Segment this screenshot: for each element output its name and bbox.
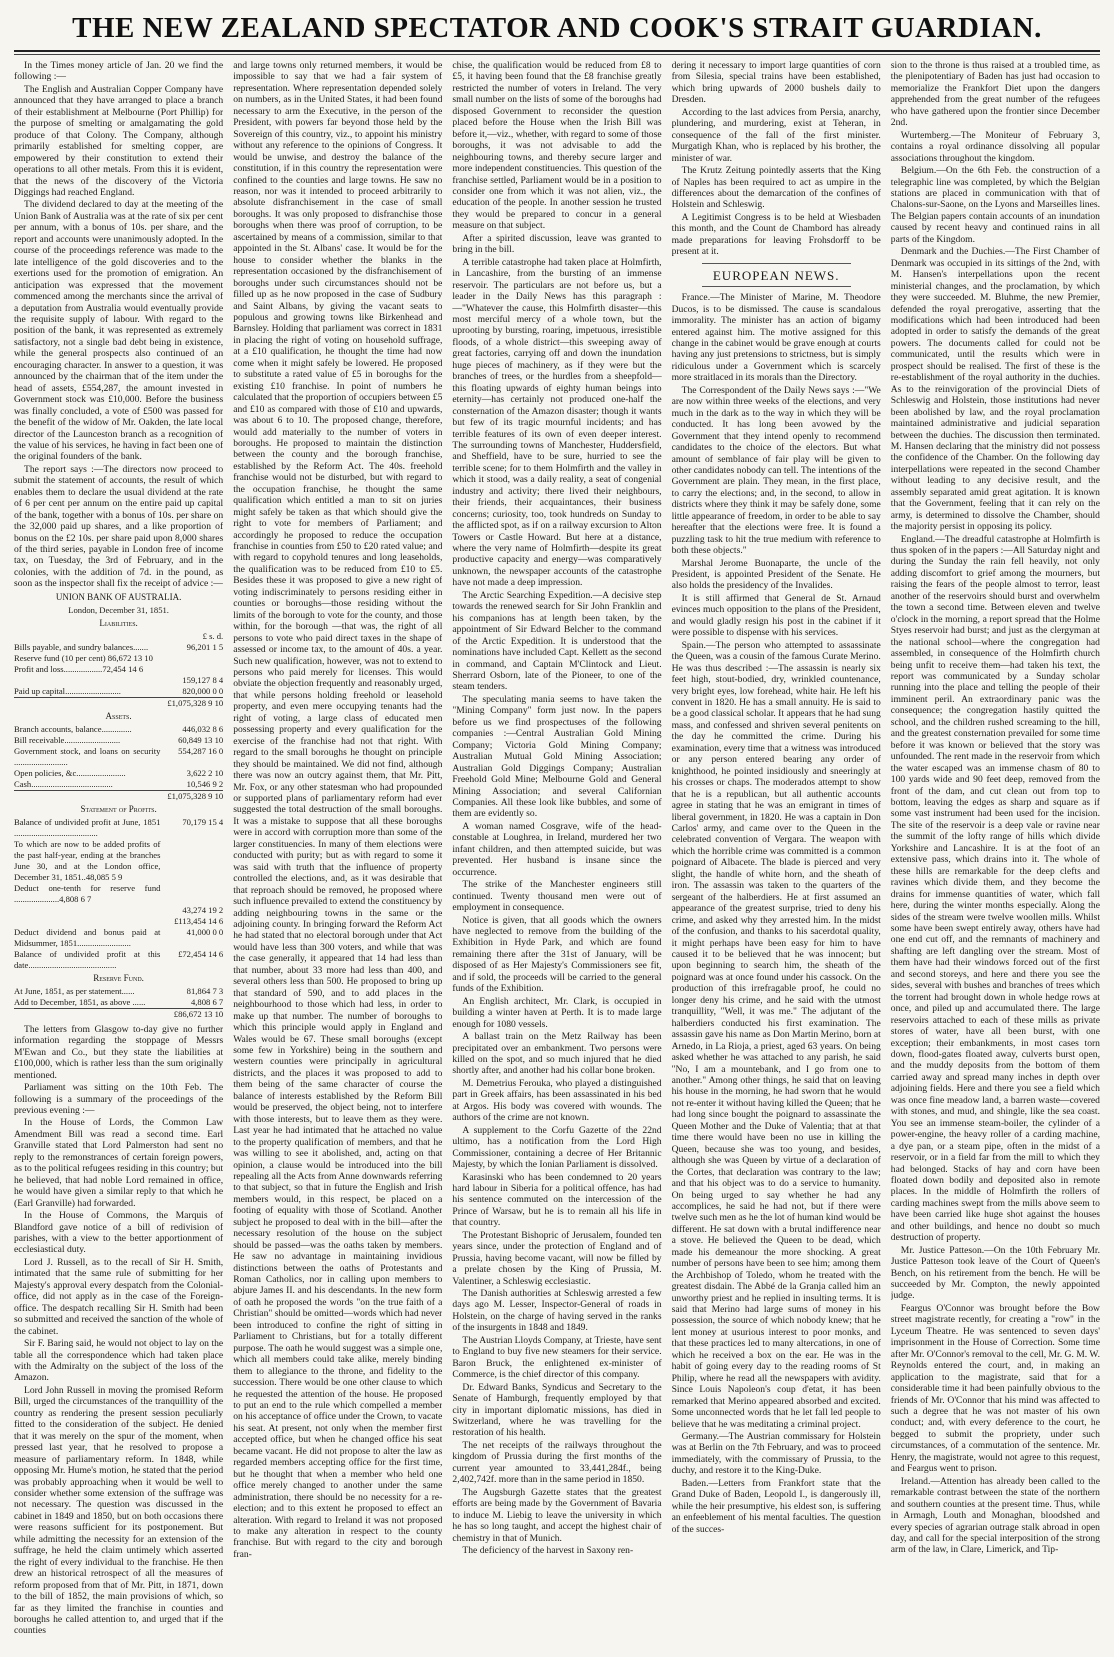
paragraph: In the House of Lords, the Common Law Amendment Bill was read a second time. Earl Granville stated that Lord Palmerston had sent no reply to the remonstrances of certain foreign powers, as to the political refugees residing in this country; but he believed, that had noble Lord remained in office, he would have given a similar reply to that which he (Earl Granville) had forwarded. (14, 1117, 224, 1209)
row-amount: 60,849 13 10 (178, 734, 224, 745)
row-amount: 10,546 9 2 (186, 778, 224, 789)
row-amount: 4,808 6 7 (190, 996, 224, 1007)
profits-table (14, 817, 223, 971)
paragraph: The English and Australian Copper Company have announced that they have arranged to place a branch of their establishment at Melbourne (Port Phillip) for the purpose of smelting or amalgamating the gold produce of that Colony. The Company, although primarily established for smelting copper, are empowered by their constitution to extend their operations to all other metals. From this it is evident, that the news of the discovery of the Victoria Diggings had reached England. (14, 83, 224, 198)
row-label (14, 675, 160, 686)
section-heading: EUROPEAN NEWS. (712, 267, 840, 283)
paragraph: sion to the throne is thus raised at a troubled time, as the plenipotentiary of Baden has just had occasion to memorialize the Frankfort Diet upon the dangers apprehended from the great number of the refugees who have gathered upon the frontier since December 2nd. (890, 60, 1100, 129)
row-label: Deduct dividend and bonus paid at Midsummer, 1851......................... (14, 926, 161, 948)
paragraph: Dr. Edward Banks, Syndicus and Secretary to the Senate of Hamburgh, frequently employed by that city in important diplomatic missions, has died in Switzerland, where he was travelling for the restoration of his health. (452, 1381, 662, 1439)
paragraph: In the Times money article of Jan. 20 we find the following :— (14, 60, 224, 83)
table-row (14, 949, 223, 971)
paragraph: Baden.—Letters from Frankfort state that the Grand Duke of Baden, Leopold I., is dangerously ill, while the heir presumptive, his eldest son, is suffering an enfeeblement of his mental faculties. The question of the succes- (671, 1477, 881, 1535)
table-row (14, 664, 223, 675)
paragraph: The Arctic Searching Expedition.—A decisive step towards the renewed search for Sir John Franklin and his companions has at length been taken, by the appointment of Sir Edward Belcher to the command of the Arctic Expedition. It is understood that the nominations have included Capt. Kellett as the second in command, and Captain M'Clintock and Lieut. Sherrard Osborn, late of the Pioneer, to one of the steam tenders. (452, 589, 662, 693)
paragraph: It is still affirmed that General de St. Arnaud evinces much opposition to the plans of the President, and would gladly resign his post in the cabinet if it were possible to dispense with his services. (671, 592, 881, 639)
table-total-row (14, 697, 223, 709)
row-amount: 96,201 1 5 (186, 641, 224, 652)
column-3 (452, 60, 661, 1650)
row-label (14, 905, 160, 916)
liabilities-heading: Liabilities. (99, 617, 138, 628)
paragraph: Belgium.—On the 6th Feb. the construction of a telegraphic line was completed, by which the Belgian stations are placed in communication with that of Chalons-sur-Saone, on the Lyons and Marseilles lines. The Belgian papers contain accounts of an inundation caused by recent heavy and continued rains in all parts of the Kingdom. (890, 165, 1100, 245)
paragraph: England.—The dreadful catastrophe at Holmfirth is thus spoken of in the papers :—All Saturday night and during the Sunday the rain fell heavily, not only adding discomfort to grief among the mourners, but raising the fears of the people almost to terror, least another of the reservoirs should burst and overwhelm the town a second time. Between eleven and twelve o'clock in the morning, a report spread that the Holme Styes reservoir had burst; and just as the clergyman at the national school—where the congregation had assembled, in consequence of the Holmfirth church being unfit to receive them—had taken his text, the report was communicated by a Sunday scholar running into the place and telling the people of their imminent peril. An extraordinary panic was the consequence; the congregation hastily quitted the school, and the children rushed screaming to the hill, and the greatest consternation prevailed for some time before it was known or believed that the story was unfounded. The rent made in the reservoir from which the water escaped was an immense chasm of 80 to 100 yards wide and 90 feet deep, removed from the front of the dam, and cut clean out from top to bottom, leaving the edges as sharp and square as if some vast instrument had been used for the incision. The site of the reservoir is a deep vale or ravine near the summit of the lofty range of hills which divide Yorkshire and Lancashire. It is at the foot of an extensive pass, which drains into it. The whole of these hills are remarkable for the deep clefts and ravines which divide them, and they become the drains for immense quantities of water, which fall here, during the winter months especially. Along the sides of the stream were twelve woollen mills. Whilst some have been swept entirely away, others have had one end cut off, and the remnants of machinery and shafting are left dangling over the stream. Most of them have had their windows forced out of the first and second storeys, and here and there you see the sides, several with bushes and branches of trees which the torrent had brought down in whole hedge rows at once, and piled up and accumulated there. The large reservoirs attached to each of these mills as private stores of water, have all been burst, with one exception; their embankments, in most cases torn down, flood-gates floated away, culverts burst open, and the muddy deposits from the bottom of them carried away and spread many inches in depth over adjoining fields. Here and there you see a field which was once fine meadow land, a barren waste—covered with stones, and mud, and shingle, like the sea coast. You see an immense steam-boiler, the cylinder of a power-engine, the heavy roller of a carding machine, a dye pan, or a steam pipe, often in the midst of a reservoir, or in a field far from the mill to which they had belonged. Stacks of hay and corn have been floated down bodily and deposited also in remote places. In the middle of Holmfirth the rollers of carding machines swept from the mills above seem to have been carried like huge shot against the houses and other buildings, and hence no doubt so much destruction of property. (890, 533, 1100, 1244)
paragraph: The deficiency of the harvest in Saxony ren- (462, 1545, 634, 1556)
table-row (14, 768, 223, 779)
column-2 (233, 60, 442, 1650)
paragraph: The letters from Glasgow to-day give no further information regarding the stoppage of Messrs M'Ewan and Co., but they state the liabilities at £100,000, which is rather less than the sum originally mentioned. (14, 1023, 224, 1081)
row-label: Add to December, 1851, as above ...... (14, 996, 146, 1007)
reserve-heading: Reserve Fund. (93, 972, 144, 983)
table-row (14, 997, 223, 1009)
row-label: Reserve fund (10 per cent) 86,672 13 10 (14, 652, 153, 663)
paragraph: Wurtemberg.—The Moniteur of February 3, contains a royal ordinance dissolving all popular associations throughout the kingdom. (890, 129, 1100, 164)
paragraph: The Augsburgh Gazette states that the greatest efforts are being made by the Government of Bavaria to induce M. Liebig to leave the university in which he has so long taught, and accept the highest chair of chemistry in that of Munich. (452, 1486, 662, 1544)
section-divider (702, 263, 851, 264)
row-label: Deduct one-tenth for reserve fund .....................4,808 6 7 (14, 882, 161, 904)
paragraph: Parliament was sitting on the 10th Feb. The following is a summary of the proceedings of the previous evening :— (14, 1082, 224, 1117)
paragraph: According to the last advices from Persia, anarchy, plundering, and murdering, exist at Teheran, in consequence of the fall of the first minister. Murgatigh Khan, who is replaced by his brother, the minister of war. (671, 106, 881, 164)
row-amount (160, 664, 223, 675)
paragraph: The speculating mania seems to have taken the "Mining Company" form just now. In the papers before us we find prospectuses of the following companies :—Central Australian Gold Mining Company; Victoria Gold Mining Company; Australian Mutual Gold Mining Association; Australian Gold Diggings Company; Australian Freehold Gold Mine; Melbourne Gold and General Mining Association; and several Californian Companies. All these look like bubbles, and some of them are evidently so. (452, 693, 662, 820)
paragraph: Lord John Russell in moving the promised Reform Bill, urged the circumstances of the tranquillity of the country as rendering the present session peculiarly fitted to the consideration of the subject. He denied that it was merely on the spur of the moment, when pressed last year, that he resolved to propose a measure of parliamentary reform. In 1848, while opposing Mr. Hume's motion, he stated that the period was probably approaching when it would be well to consider whether some extension of the suffrage was not necessary. The question was discussed in the cabinet in 1849 and 1850, but on both occasions there were reasons sufficient for its postponement. But while admitting the necessity for an extension of the suffrage, he held the claim untimely which asserted the right of every individual to the franchise. He then drew an historical retrospect of all the measures of reform proposed from that of Mr. Pitt, in 1871, down to the bill of 1852, the main provisions of which, so far as they limited the franchise in counties and boroughs he called attention to, and urged that if the counties (14, 1384, 224, 1637)
paragraph: chise, the qualification would be reduced from £8 to £5, it having been found that the £8 franchise greatly restricted the number of voters in Ireland. The very small number on the lists of some of the boroughs had disposed Government to reconsider the question placed before the House when the Irish Bill was before it,—viz., whether, with regard to some of those boroughs, it was not advisable to add the neighbouring towns, and thereby secure larger and more independent constituencies. This question of the franchise settled, Parliament would be in a position to consider one from which it was not alien, viz., the education of the people. In another session he trusted they would be prepared to concur in a general measure on that subject. (452, 60, 662, 232)
table-row (14, 817, 223, 839)
row-amount: 41,000 0 0 (186, 926, 224, 937)
paragraph: Sir F. Baring said, he would not object to lay on the table all the correspondence which had taken place with the Admiralty on the subject of the loss of the Amazon. (14, 1338, 224, 1384)
paragraph: The Protestant Bishopric of Jerusalem, founded ten years since, under the protection of England and of Prussia, having become vacant, will now be filled by a prelate chosen by the King of Prussia, M. Valentiner, a Schleswig ecclesiastic. (452, 1229, 662, 1287)
masthead-rule-thin (14, 54, 1100, 55)
paragraph: Ireland.—Attention has already been called to the remarkable contrast between the state of the northern and southern counties at the present time. Thus, while in Armagh, Louth and Monaghan, bloodshed and every species of agrarian outrage stalk abroad in open day, and call for the special interposition of the strong arm of the law, in Clare, Limerick, and Tip- (890, 1475, 1100, 1556)
column-1 (14, 60, 223, 1650)
paragraph: An English architect, Mr. Clark, is occupied in building a winter haven at Perth. It is to made large enough for 1080 vessels. (452, 995, 662, 1030)
newspaper-title: THE NEW ZEALAND SPECTATOR AND COOK'S STRAIT GUARDIAN. (72, 12, 1042, 44)
reserve-table (14, 986, 223, 1020)
row-amount: 554,287 16 0 (178, 745, 224, 756)
table-row (14, 735, 223, 746)
paragraph: A ballast train on the Metz Railway has been precipitated over an embankment. Two persons were killed on the spot, and so much injured that he died shortly after, and another had his collar bone broken. (452, 1031, 662, 1077)
row-amount: 159,127 8 4 (182, 674, 224, 685)
paragraph: Denmark and the Duchies.—The First Chamber of Denmark was occupied in its sittings of the 2nd, with M. Hansen's interpellations upon the recent ministerial changes, and the proclamation, by which they were succeeded. M. Bluhme, the new Premier, defended the royal prerogative, asserting that the modifications which had been introduced had been adopted in order to satisfy the demands of the great powers. The documents called for could not be communicated, until the results which were in prospect should be realised. The first of these is the re-establishment of the royal authority in the duchies. As to the reinvigoration of the provincial Diets of Schleswig and Holstein, those institutions had never been abolished by law, and the royal proclamation maintained administrative and judicial separation between the duchies. The discussion then terminated. M. Hansen declaring that the ministry did not possess the confidence of the Chamber. On the following day interpellations were repeated in the second Chamber without leading to any decisive result, and the assembly separated amid great agitation. It is known that the Government, feeling that it can rely on the army, is determined to dissolve the Chamber, should the majority persist in opposing its policy. (890, 246, 1100, 533)
table-total-row (14, 790, 223, 802)
paragraph: Mr. Justice Patteson.—On the 10th February Mr. Justice Patteson took leave of the Court of Queen's Bench, on his retirement from the bench. He will be succeeded by Mr. Compton, the newly appointed judge. (890, 1244, 1100, 1302)
table-row (14, 927, 223, 949)
statement-title: UNION BANK OF AUSTRALIA. (55, 591, 182, 602)
paragraph: In the House of Commons, the Marquis of Blandford gave notice of a bill of redivision of parishes, with a view to the better apportionment of ecclesiastical duty. (14, 1210, 224, 1256)
paragraph: Lord J. Russell, as to the recall of Sir H. Smith, intimated that the same rule of submitting for her Majesty's approval every despatch from the Colonial-office, did not apply as in the case of the Foreign-office. The despatch recalling Sir H. Smith had been so submitted and received the sanction of the whole of the cabinet. (14, 1256, 224, 1337)
row-amount: £1,075,328 9 10 (160, 790, 223, 802)
table-row (14, 724, 223, 735)
column-5 (891, 60, 1100, 1650)
paragraph: The Austrian Lloyds Company, at Trieste, have sent to England to buy five new steamers for their service. Baron Bruck, the enlightened ex-minister of Commerce, is the chief director of this company. (452, 1334, 662, 1381)
row-amount: £72,454 14 6 (178, 948, 224, 959)
masthead-rule (14, 50, 1100, 52)
table-row (14, 642, 223, 653)
column-4 (672, 60, 881, 1650)
row-label: Cash...................................... (14, 778, 113, 789)
row-label: Bill receivable.......................... (14, 734, 121, 745)
paragraph: After a spirited discussion, leave was granted to bring in the bill. (452, 232, 662, 256)
paragraph: dering it necessary to import large quantities of corn from Silesia, special trains have been established, which bring upwards of 2000 bushels daily to Dresden. (671, 60, 881, 106)
table-row (14, 746, 223, 768)
profits-heading: Statement of Profits. (80, 803, 157, 814)
table-row (14, 653, 223, 664)
assets-heading: Assets. (105, 710, 132, 721)
row-label: Branch accounts, balance.............. (14, 723, 132, 734)
row-amount (160, 839, 223, 883)
paragraph: M. Demetrius Ferouka, who played a distinguished part in Greek affairs, has been assassinated in his bed at Argos. His body was covered with wounds. The authors of the crime are not known. (452, 1077, 662, 1124)
paragraph: A Legitimist Congress is to be held at Wiesbaden this month, and the Count de Chambord has already made preparations for leaving Frohsdorff to be present at it. (671, 211, 881, 258)
paragraph: Spain.—The person who attempted to assassinate the Queen, was a cousin of the famous Curate Merino. He was thus described :—The assassin is nearly six feet high, stout-bodied, dry, wrinkled countenance, very bright eyes, low forehead, white hair. He left his convent in 1820. He has a small annuity. He is said to be a good classical scholar. It appears that he had sung mass, and confessed and shriven several penitents on the day he committed the crime. During his examination, every time that a witness was introduced or any person entered bearing any order of knighthood, he pointed insidiously and sneeringly at his crosses or chaps. The moderados attempt to show that he is a republican, but all authentic accounts agree in stating that he was an emigrant in times of liberal government, in 1820. He was a captain in Don Carlos' army, and came over to the Queen in the celebrated convention of Vergara. The weapon with which the horrible crime was committed is a common poignard of Albacete. The blade is pierced and very slight, the handle of white horn, and the sheath of iron. The assassin was taken to the quarters of the sergeant of the halberdiers. He at first assumed an appearance of the greatest surprise, tried to deny his crime, and asked why they arrested him. In the midst of the confusion, and thanks to his sacerdotal quality, it might perhaps have been easy for him to have caused it to be believed that he was innocent; but upon beginning to search him, the sheath of the poignard was at once found under his cassock. On the production of this irrefragable proof, he could no longer deny his crime, and he said with the utmost tranquillity, "Well, it was me." The adjutant of the halberdiers conducted his first examination. The assassin gave his name as Don Martin Merino, born at Arnedo, in La Rioja, a priest, aged 63 years. On being asked whether he was attached to any parish, he said "No, I am a mountebank, and I go from one to another." Among other things, he said that on leaving his house in the morning, he had sworn that he would not re-enter it without having killed the Queen; that he had long since bought the poignard to assassinate the Queen Mother and the Duke of Valentia; that at that time there would have been no use in killing the Queen, because she was too young, and besides, although she was Queen by virtue of a declaration of the Cortes, that declaration was contrary to the law; and that his object was to do a service to humanity. On being urged to say whether he had any accomplices, he said he had not, but if there were twelve such men as he the lot of human kind would be different. He sat down with a brutal indifference near a stove. He believed the Queen to be dead, which made his demeanour the more shocking. A great number of persons have been to see him; among them the Archbishop of Toledo, whom he treated with the greatest disdain. The Abbé de la Granja called him an unworthy priest and he replied in insulting terms. It is said that Merino had large sums of money in his possession, the source of which nobody knew; that he lent money at usurious interest to poor monks, and that these practices led to many altercations, in one of which he received a box on the ear. He was in the habit of going every day to the reading rooms of St Philip, where he read all the newspapers with avidity. Since Louis Napoleon's coup d'etat, it has been remarked that Merino appeared absorbed and excited. Some unconnected words that he let fall led people to believe that he was meditating a criminal project. (671, 639, 881, 1430)
paragraph: A woman named Cosgrave, wife of the head-constable at Loughrea, in Ireland, murdered her two infant children, and then attempted suicide, but was prevented. Her husband is insane since the occurrence. (452, 820, 662, 878)
masthead (0, 8, 1114, 54)
paragraph: The Krutz Zeitung pointedly asserts that the King of Naples has been required to act as umpire in the differences about the demarcation of the confines of Holstein and Schleswig. (671, 165, 881, 211)
paragraph: A terrible catastrophe had taken place at Holmfirth, in Lancashire, from the bursting of an immense reservoir. The particulars are not before us, but a leader in the Daily News has this paragraph :—"Whatever the cause, this Holmfirth disaster—this most merciful mercy of a whole town, but the uprooting by bursting, roaring, impetuous, irresistible floods, of a whole district—this sweeping away of great factories, carrying off and down the inundation huge pieces of machinery, as if they were but the branches of trees, or the hurdles from a sheepfold—this floating upwards of eighty human beings into eternity—has certainly not produced one-half the consternation of the Amazon disaster; though it wants but few of its tragic mournful incidents; and has terrible features of its own of even deeper interest. The surrounding towns of Manchester, Huddersfield, and Sheffield, have to be sure, hurried to see the terrible scene; for to them Holmfirth and the valley in which it stood, was a daily reality, a seat of congenial industry and activity; there lived their neighbours, their friends, their acquaintances, their business concerns; curiosity, too, took hundreds on Sunday to the afflicted spot, as if on a railway excursion to Alton Towers or Castle Howard. But here at a distance, where the very name of Holmfirth—despite its great productive capacity and energy—was comparatively unknown, the newspaper accounts of the catastrophe have not made a deep impression. (452, 256, 662, 589)
paragraph: The dividend declared to day at the meeting of the Union Bank of Australia was at the rate of six per cent per annum, with a bonus of 10s. per share, and the report and accounts were unanimously adopted. In the course of the proceedings reference was made to the late intelligence of the gold discoveries and to the exertions used for the promotion of emigration. An anticipation was expressed that the movement commenced among the merchants since the arrival of a deputation from Australia would eventually provide the requisite supply of labour. With regard to the position of the bank, it was represented as extremely satisfactory, not a single bad debt being in existence, while the general prospects also continued of an encouraging character. In answer to a question, it was announced by the chairman that of the item under the head of assets, £554,287, the amount invested in Government stock was £10,000. Before the business was finally concluded, a vote of £500 was passed for the benefit of the widow of Mr. Oakden, the late local director of the Launceston branch as a recognition of the value of his services, he having in fact been one of the original founders of the bank. (14, 199, 224, 463)
row-label: Bills payable, and sundry balances....... (14, 641, 149, 652)
paragraph: Feargus O'Connor was brought before the Bow street magistrate recently, for creating a "row" in the Lyceum Theatre. He was sentenced to seven days' imprisonment in the House of Correction. Some time after Mr. O'Connor's removal to the cell, Mr. G. M. W. Reynolds entered the court, and, in making an application to the magistrate, said that for a considerable time it had been painfully obvious to the friends of Mr. O'Connor that his mind was affected to such a degree that he was not master of his own conduct; and, with every deference to the court, he begged to submit the propriety, under such circumstances, of a commutation of the sentence. Mr. Henry, the magistrate, would not agree to this request, and Feargus went to prison. (890, 1302, 1100, 1475)
article-columns (14, 60, 1100, 1650)
paragraph: The report says :—The directors now proceed to submit the statement of accounts, the result of which enables them to declare the usual dividend at the rate of 6 per cent per annum on the entire paid up capital of the bank, together with a bonus of 10s. per share on the 32,000 paid up shares, and a like proportion of bonus on the £2 10s. per share paid upon 8,000 shares of the third series, payable in London free of income tax, on Tuesday, the 3rd of February, and in the colonies, with the addition of 7d. in the pound, as soon as the inspector shall fix the receipt of advice :— (14, 463, 224, 590)
row-amount: 81,864 7 3 (186, 985, 224, 996)
table-row (14, 675, 223, 686)
row-label: To which are now to be added profits of the past half-year, ending at the branches June 30, and at the London office, December 31, 1851..48,085 5 9 (14, 838, 161, 882)
table-row (14, 905, 223, 916)
row-amount (160, 883, 223, 905)
row-label: At June, 1851, as per statement...... (14, 985, 135, 996)
paragraph: and large towns only returned members, it would be impossible to say that we had a fair system of representation. Where representation depended solely on numbers, as in the United States, it had been found necessary to arm the Executive, in the person of the President, with powers far beyond those held by the Sovereign of this country, viz., to appoint his ministry without any reference to the opinions of Congress. It would be unwise, and destroy the balance of the constitution, if in this country the representation were confined to the counties and large towns. He saw no reason, nor was it intended to proceed arbitrarily to absolute disfranchisement in the case of small boroughs. It was only proposed to disfranchise those boroughs when there was proof of corruption, to be ascertained by means of a commission, similar to that appointed in the St. Albans' case. It would be for the house to consider whether the blanks in the representation occasioned by the disfranchisement of boroughs under such circumstances should not be filled up as he now proposed in the case of Sudbury and Saint Albans, by giving the vacant seats to populous and growing towns like Birkenhead and Barnsley. Holding that parliament was correct in 1831 in placing the right of voting on household suffrage, at a £10 qualification, he thought the time had now come when it might safely be lowered. He proposed to substitute a rated value of £5 in boroughs for the existing £10 franchise. In point of numbers he calculated that the proportion of occupiers between £5 and £10 as compared with those of £10 and upwards, was about 6 to 10. The proposed change, therefore, would add materially to the number of voters in boroughs. He proposed to maintain the distinction between the county and the borough franchise, established by the Reform Act. The 40s. freehold franchise would not be disturbed, but with regard to the occupation franchise, he thought the same qualification which entitled a man to sit on juries might safely be taken as that which should give the right to vote for members of Parliament; and accordingly he proposed to reduce the occupation franchise in counties from £50 to £20 rated value; and with regard to copyhold tenures and long leaseholds, the qualification was to be reduced from £10 to £5. Besides these it was proposed to give a new right of voting indiscriminately to persons residing either in counties or boroughs—those residing without the limits of the borough to vote for the county, and those within, for the borough —that was, the right of all persons to vote who paid direct taxes in the shape of assessed or income tax, to the amount of 40s. a year. Such new qualification, however, was not to extend to persons who paid merely for licenses. This would obviate the objection frequently and reasonably urged, that while persons holding freehold or leasehold property, and even mere occupying tenants had the right of voting, a large class of educated men possessing property and every qualification for the exercise of the franchise had not that right. With regard to the small boroughs he thought on principle they should be maintained. We did not find, although there was now an outcry against them, that Mr. Pitt, Mr. Fox, or any other statesman who had propounded or supported plans of parliamentary reform had ever suggested the total destruction of the small boroughs. It was a mistake to suppose that all these boroughs were in accord with corruption more than some of the larger constituencies. In many of them elections were conducted with purity; but as with regard to some it was said with truth that the influence of property controlled the elections, and, as it was desirable that that reproach should be removed, he proposed where such influence prevailed to extend the constituency by adding neighbouring towns in the same or the adjoining county. In bringing forward the Reform Act he had stated that no electoral borough under that Act would have less than 300 voters, and while that was the case generally, it appeared that 14 had less than that number, about 33 more had less than 400, and several others less than 500. He proposed to bring up that standard of 590, and to add places in the neighbourhood to those which had less, in order to make up that number. The number of boroughs to which this principle would apply in England and Wales would be 67. These small boroughs (except some few in Yorkshire) being in the southern and western counties were principally in agricultural districts, and the places it was proposed to add to them being of the same character of course the balance of interests established by the Reform Bill would be preserved, the object being, not to interfere with those interests, but to leave them as they were. Last year he had intimated that he attached no value to the property qualification of members, and that he was willing to see it abolished, and, acting on that opinion, a clause would be introduced into the bill repealing all the Acts from Anne downwards referring to that subject, so that in future the English and Irish members would, in this respect, be placed on a footing of equality with those of Scotland. Another subject he proposed to deal with in the bill—after the necessary resolution of the house on the subject should be passed—was the oaths taken by members. He saw no advantage in maintaining invidious distinctions between the oaths of Protestants and Roman Catholics, nor in calling upon members to abjure James II. and his descendants. In the new form of oath he proposed the words "on the true faith of a Christian" should be omitted—words which had never been introduced to confine the right of sitting in Parliament to Christians, but for a totally different purpose. The oath he would suggest was a simple one, which all members could take alike, merely binding them to allegiance to the throne, and fidelity to the succession. There would be one other clause to which he requested the attention of the house. He proposed to put an end to the rule which compelled a member on his acceptance of office under the Crown, to vacate his seat. At present, not only when the member first accepted office, but when he changed office his seat became vacant. He did not propose to alter the law as regarded members accepting office for the first time, but he thought that when a member who held one office merely changed to another under the same administration, there should be no necessity for a re-election; and to this extent he proposed to effect an alteration. With regard to Ireland it was not proposed to make any alteration in respect to the county franchise. But with regard to the city and borough fran- (233, 60, 443, 1560)
row-amount: 3,622 2 10 (186, 767, 224, 778)
table-row (14, 986, 223, 997)
table-total-row (14, 1008, 223, 1020)
assets-table (14, 724, 223, 802)
table-row (14, 686, 223, 698)
row-amount (160, 653, 223, 664)
paragraph: France.—The Minister of Marine, M. Theodore Ducos, is to be dismissed. The cause is scandalous immorality. The minister has an action of bigamy entered against him. The motive assigned for this change in the cabinet would be grave enough at courts having any just pretensions to strictness, but is simply ridiculous under a Government which is scarcely more straitlaced in its morals than the Directory. (671, 292, 881, 384)
row-label: Balance of undivided profit at June, 1851 ....................................... (14, 816, 161, 838)
liabilities-table (14, 642, 223, 709)
statement-date: London, December 31, 1851. (68, 604, 169, 615)
paragraph: A supplement to the Corfu Gazette of the 22nd ultimo, has a notification from the Lord High Commissioner, containing a decree of Her Britannic Majesty, by which the Ionian Parliament is dissolved. (452, 1124, 662, 1171)
row-amount: 70,179 15 4 (182, 816, 224, 827)
section-divider (702, 286, 851, 287)
row-label: Paid up capital.......................... (14, 685, 121, 696)
paragraph: Karasinski who has been condemned to 20 years hard labour in Siberia for a political offence, has had his sentence commuted on the intercession of the Prince of Warsaw, but he is to remain all his life in that country. (452, 1171, 662, 1229)
table-row (14, 916, 223, 927)
paragraph: The net receipts of the railways throughout the kingdom of Prussia during the first months of the current year amounted to 33,441,284f., being 2,402,742f. more than in the same period in 1850. (452, 1439, 662, 1486)
bank-statement (14, 592, 223, 1020)
row-label: Open policies, &c....................... (14, 767, 126, 778)
table-row (14, 839, 223, 883)
row-amount: 446,032 8 6 (182, 723, 224, 734)
paragraph: The Danish authorities at Schleswig arrested a few days ago M. Lesser, Inspector-General of roads in Holstein, on the charge of having served in the ranks of the insurgents in 1848 and 1849. (452, 1288, 662, 1334)
table-row (14, 779, 223, 791)
row-amount: 43,274 19 2 (182, 904, 224, 915)
paragraph: The Correspondent of the Daily News says :—"We are now within three weeks of the elections, and very much in the dark as to the way in which they will be conducted. It has long been avowed by the Government that they intend openly to recommend candidates to the choice of the electors. But what amount of semblance of fair play will be given to other candidates nobody can tell. The intentions of the Government are plain. They mean, in the first place, to carry the elections; and, in the second, to allow in districts where they think it may be safely done, some little appearance of freedom, in order to be able to say hereafter that the elections were free. It is found a puzzling task to hit the true medium with reference to both these objects." (671, 384, 881, 557)
row-amount: 820,000 0 0 (182, 685, 224, 696)
paragraph: The strike of the Manchester engineers still continued. Twenty thousand men were out of employment in consequence. (452, 879, 662, 914)
row-amount: £1,075,328 9 10 (160, 697, 223, 709)
row-label: Profit and loss..................72,454 14 6 (14, 663, 144, 674)
row-label: Government stock, and loans on security ......................... (14, 745, 161, 767)
paragraph: Marshal Jerome Buonaparte, the uncle of the President, is appointed President of the Senate. He also holds the presidency of the Invalides. (671, 557, 881, 592)
row-amount: £86,672 13 10 (160, 1008, 223, 1020)
row-amount: £113,454 14 6 (174, 915, 224, 926)
paragraph: Germany.—The Austrian commissary for Holstein was at Berlin on the 7th February, and was to proceed immediately, with the commissary of Prussia, to the duchy, and restore it to the King-Duke. (671, 1431, 881, 1477)
row-label: Balance of undivided profit at this date......................................... (14, 948, 161, 970)
currency-header: £ s. d. (202, 630, 224, 641)
table-row (14, 883, 223, 905)
paragraph: Notice is given, that all goods which the owners have neglected to remove from the building of the Exhibition in Hyde Park, and which are found remaining there after the 31st of January, will be disposed of as Her Majesty's Commissioners see fit, and if sold, the proceeds will be carried to the general funds of the Exhibition. (452, 914, 662, 995)
row-label (14, 916, 160, 927)
